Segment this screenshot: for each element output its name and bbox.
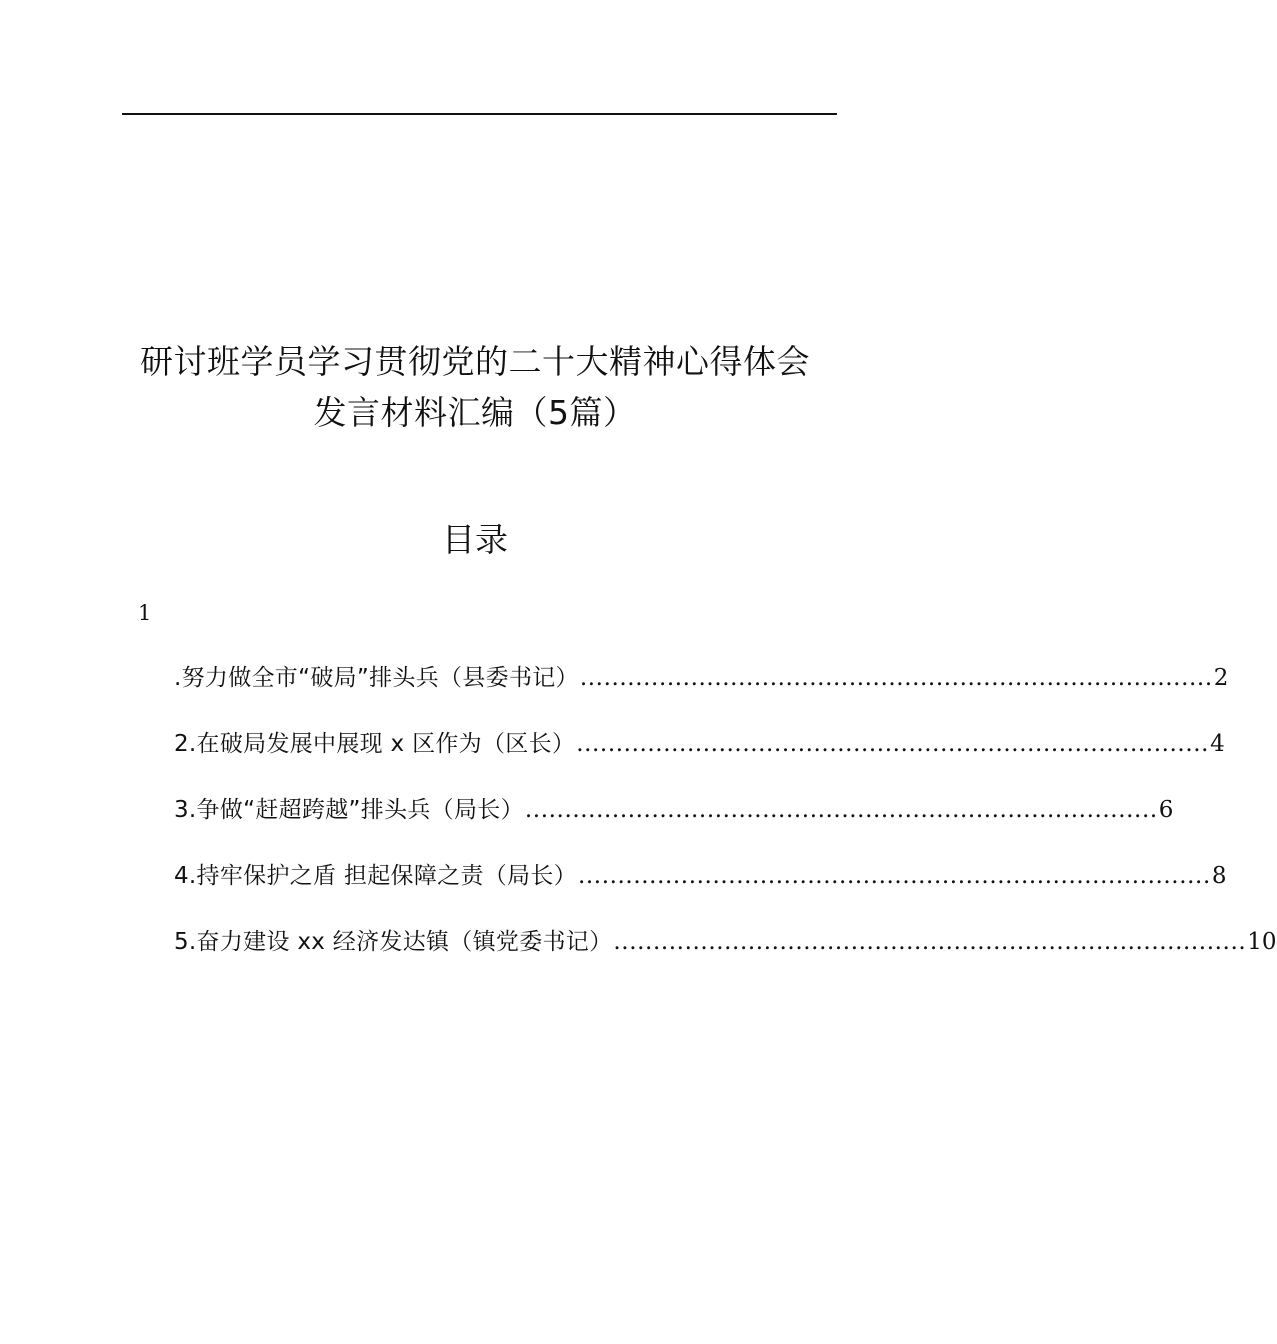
toc-entry-text: .努力做全市“破局”排头兵（县委书记）	[174, 665, 579, 691]
toc-entry-text: 5.奋力建设 xx 经济发达镇（镇党委书记）	[174, 929, 613, 955]
toc-heading: 目录	[442, 520, 508, 559]
title-line-2: 发言材料汇编（5篇）	[313, 393, 637, 432]
toc-dot-leader: ................................................................................	[576, 731, 1210, 757]
toc-page-number: 4	[1210, 731, 1225, 757]
toc-dot-leader: ................................................................................	[613, 929, 1247, 955]
toc-page-number: 6	[1158, 797, 1174, 823]
title-line-1: 研讨班学员学习贯彻党的二十大精神心得体会	[140, 342, 810, 381]
toc-entry-text: 3.争做“赶超跨越”排头兵（局长）	[174, 797, 524, 823]
toc-dot-leader: ................................................................................	[524, 797, 1158, 823]
toc-entry-5[interactable]	[174, 924, 1277, 990]
toc-entry-text: 4.持牢保护之盾 担起保障之责（局长）	[174, 863, 577, 889]
toc-entry-2[interactable]	[174, 726, 1225, 792]
header-rule	[122, 113, 837, 115]
toc-entry-1[interactable]	[174, 660, 1229, 726]
toc-page-number: 2	[1213, 665, 1229, 691]
toc-dot-leader: ................................................................................	[577, 863, 1211, 889]
table-of-contents	[174, 660, 1277, 990]
toc-entry-text: 2.在破局发展中展现 x 区作为（区长）	[174, 731, 576, 757]
toc-page-number: 10	[1247, 929, 1277, 955]
toc-entry-4[interactable]	[174, 858, 1227, 924]
toc-stray-number: 1	[138, 601, 152, 625]
toc-dot-leader: ................................................................................	[579, 665, 1213, 691]
document-title	[0, 336, 950, 438]
toc-page-number: 8	[1211, 863, 1227, 889]
toc-entry-3[interactable]	[174, 792, 1174, 858]
